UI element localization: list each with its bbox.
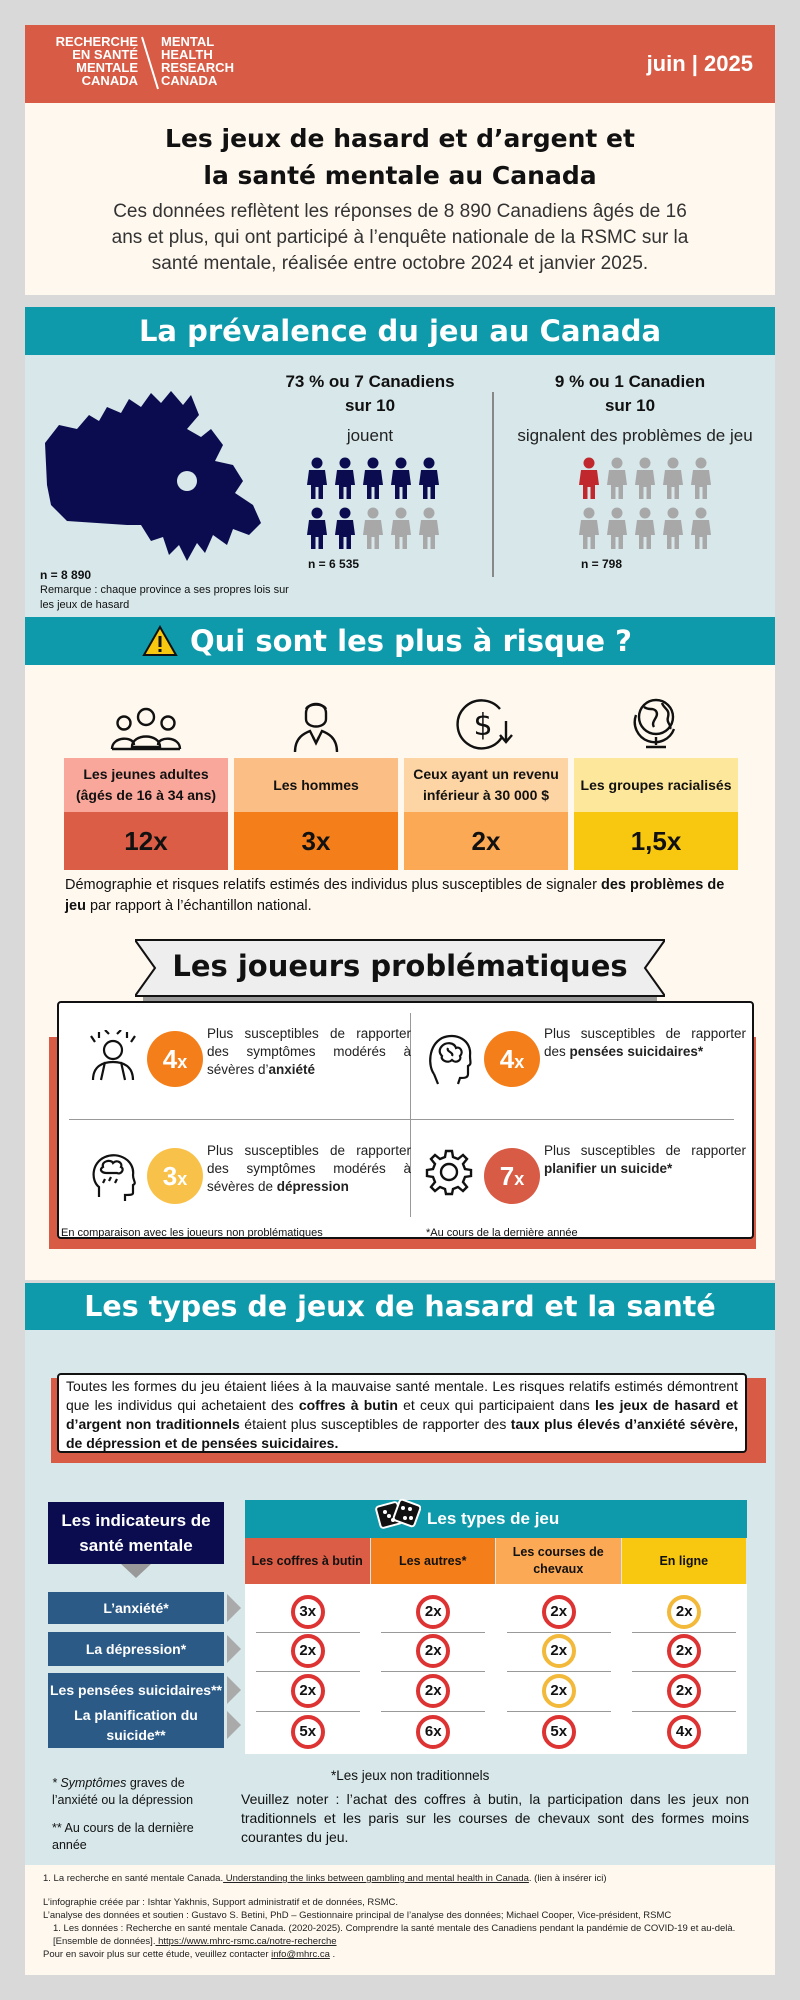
summary-fragment: Toutes les formes du jeu étaient liées à la mauvaise santé mentale. Les risques relatifs estimés démontrent que les individus qui achetaient des (66, 1378, 738, 1413)
risk-group-value: 1,5x (574, 812, 738, 870)
indicator-arrow-icon (227, 1635, 241, 1663)
group-icon (104, 693, 188, 753)
person-icon (333, 457, 357, 504)
game-types-title: Les types de jeu (427, 1509, 560, 1528)
risk-group-value: 3x (234, 812, 398, 870)
risk-multiplier-cell: 3x (291, 1595, 325, 1629)
logo-line: CANADA (161, 73, 218, 88)
person-icon (389, 457, 413, 504)
logo-line: MENTALE (76, 60, 138, 75)
summary-fragment: taux plus élevés d’anxiété sévère, de dépression et de pensées suicidaires. (66, 1416, 739, 1451)
multiplier-number: 7 (499, 1161, 515, 1191)
footer-credits-1: L’infographie créée par : Ishtar Yakhnis, Support administratif et de données, RSMC. (43, 1897, 399, 1908)
risk-multiplier-cell: 2x (291, 1634, 325, 1668)
multiplier-x: x (514, 1052, 525, 1072)
summary-fragment: coffres à butin (298, 1397, 398, 1413)
brain-icon (424, 1030, 480, 1086)
legend-last-year: ** Au cours de la dernière année (52, 1821, 194, 1852)
person-icon (605, 507, 629, 554)
footer (25, 1865, 775, 1975)
indicator-label: La dépression* (48, 1632, 224, 1666)
logo (43, 35, 253, 95)
canada-map-icon (37, 385, 267, 585)
matrix-row-divider (632, 1711, 736, 1712)
risk-group-label: Les hommes (234, 758, 398, 812)
stat-problem-sub: signalent des problèmes de jeu (517, 426, 753, 445)
stat-gamblers-sub: jouent (346, 426, 394, 445)
multiplier-badge (147, 1031, 203, 1087)
problem-foot-left: En comparaison avec les joueurs non problématiques (61, 1227, 323, 1239)
header-banner (25, 25, 775, 103)
title-line-2: la santé mentale au Canada (203, 161, 597, 190)
person-icon (417, 457, 441, 504)
footer-research-link[interactable]: https://www.mhrc-rsmc.ca/notre-recherche (155, 1936, 337, 1947)
risk-multiplier-cell: 2x (667, 1634, 701, 1668)
risk-multiplier-cell: 5x (542, 1715, 576, 1749)
gear-icon (424, 1147, 480, 1203)
person-icon (661, 457, 685, 504)
footer-email-link[interactable]: info@mhrc.ca (271, 1949, 330, 1960)
risk-multiplier-cell: 2x (416, 1595, 450, 1629)
stat-gamblers-n: n = 6 535 (308, 557, 360, 571)
title-line-1: Les jeux de hasard et d’argent et (165, 124, 635, 153)
risk-group-label: Les groupes racialisés (574, 758, 738, 812)
map-sample-size: n = 8 890 (40, 568, 92, 582)
person-icon (577, 457, 601, 504)
svg-text:$: $ (473, 708, 493, 743)
problem-card-hdivider (69, 1119, 734, 1120)
person-icon (361, 507, 385, 554)
risk-title: Qui sont les plus à risque ? (190, 624, 632, 658)
risk-group-value: 12x (64, 812, 228, 870)
multiplier-number: 3 (162, 1161, 178, 1191)
problem-description: Plus susceptibles de rapporter des pensées suicidaires* (544, 1026, 746, 1059)
indicator-label: L’anxiété* (48, 1592, 224, 1624)
risk-multiplier-cell: 6x (416, 1715, 450, 1749)
multiplier-x: x (177, 1169, 188, 1189)
risk-multiplier-cell: 2x (667, 1674, 701, 1708)
person-icon (689, 457, 713, 504)
person-icon (633, 457, 657, 504)
legend-nontraditional: *Les jeux non traditionnels (331, 1768, 490, 1783)
dice-icon (375, 1494, 421, 1534)
risk-multiplier-cell: 2x (542, 1634, 576, 1668)
globe-icon (614, 693, 698, 753)
logo-line: EN SANTÉ (72, 47, 138, 62)
prevalence-section (25, 355, 775, 617)
summary-fragment: étaient plus susceptibles de rapporter des (239, 1416, 511, 1432)
person-icon (689, 507, 713, 554)
risk-multiplier-cell: 2x (416, 1634, 450, 1668)
problem-card (57, 1001, 754, 1239)
game-type-column-header: Les autres* (371, 1538, 496, 1584)
stat-divider (492, 392, 494, 577)
person-icon (305, 507, 329, 554)
game-type-column-header: Les coffres à butin (245, 1538, 370, 1584)
matrix-row-divider (632, 1632, 736, 1633)
matrix-row-divider (381, 1632, 485, 1633)
summary-fragment: les jeux de hasard et d’argent non traditionnels (66, 1397, 738, 1432)
indicator-arrow-icon (227, 1676, 241, 1704)
matrix-row-divider (256, 1632, 360, 1633)
intro-section (25, 103, 775, 295)
multiplier-number: 4 (499, 1044, 515, 1074)
risk-section (25, 665, 775, 1280)
game-type-column-header: Les courses de chevaux (496, 1538, 621, 1584)
risk-title-bar (25, 617, 775, 665)
matrix-row-divider (381, 1671, 485, 1672)
multiplier-badge (147, 1148, 203, 1204)
people-icons-gamblers (305, 457, 445, 549)
map-note: Remarque : chaque province a ses propres lois sur les jeux de hasard (40, 584, 289, 611)
indicator-label: La planification du suicide** (48, 1702, 224, 1748)
problem-banner: Les joueurs problématiques (172, 949, 628, 983)
people-icons-problem (577, 457, 717, 549)
risk-group-label: Ceux ayant un revenu inférieur à 30 000 $ (404, 758, 568, 812)
game-type-column-header: En ligne (622, 1538, 747, 1584)
multiplier-x: x (514, 1169, 525, 1189)
risk-multiplier-cell: 2x (542, 1595, 576, 1629)
risk-multiplier-cell: 2x (667, 1595, 701, 1629)
stat-problem-n: n = 798 (581, 557, 623, 571)
risk-note: Démographie et risques relatifs estimés des individus plus susceptibles de signaler des problèmes de jeu par rapport à l’échantillon national. (65, 877, 725, 914)
logo-line: CANADA (81, 73, 138, 88)
risk-multiplier-cell: 4x (667, 1715, 701, 1749)
person-icon (361, 457, 385, 504)
matrix-row-divider (256, 1711, 360, 1712)
warning-icon (142, 625, 178, 657)
footer-credits-2: L’analyse des données et soutien : Gustavo S. Betini, PhD – Gestionnaire principal de l’analyse des données; Michael Cooper, Vice-président, RSMC (43, 1910, 672, 1921)
logo-line: HEALTH (161, 47, 213, 62)
problem-description: Plus susceptibles de rapporter planifier un suicide* (544, 1143, 746, 1176)
indicator-arrow-icon (227, 1711, 241, 1739)
types-note: Veuillez noter : l’achat des coffres à butin, la participation dans les jeux non traditionnels et les paris sur les courses de chevaux sont des formes moins courantes du jeu. (241, 1791, 749, 1845)
multiplier-badge (484, 1031, 540, 1087)
matrix-row-divider (507, 1711, 611, 1712)
risk-multiplier-cell: 2x (542, 1674, 576, 1708)
matrix-row-divider (507, 1632, 611, 1633)
types-summary (57, 1373, 747, 1453)
person-icon (577, 507, 601, 554)
logo-line: RESEARCH (161, 60, 234, 75)
multiplier-x: x (177, 1052, 188, 1072)
logo-line: MENTAL (161, 34, 215, 49)
types-title: Les types de jeux de hasard et la santé (25, 1283, 775, 1331)
multiplier-badge (484, 1148, 540, 1204)
person-icon (305, 457, 329, 504)
person-icon (661, 507, 685, 554)
footer-ref-1: 1. La recherche en santé mentale Canada. Understanding the links between gambling and mental health in Canada. (lien à insérer ici) (43, 1873, 607, 1884)
intro-description: Ces données reflètent les réponses de 8 890 Canadiens âgés de 16 ans et plus, qui ont participé à l’enquête nationale de la RSMC sur la santé mentale, réalisée entre octobre 2024 et janvier 2025. (111, 201, 689, 274)
indicator-arrow-icon (227, 1594, 241, 1622)
legend-symptoms: * Symptômes graves de l’anxiété ou la dépression (52, 1776, 194, 1807)
footer-contact: Pour en savoir plus sur cette étude, veuillez contacter info@mhrc.ca . (43, 1949, 336, 1960)
footer-report-link[interactable]: Understanding the links between gambling and mental health in Canada (223, 1873, 529, 1884)
person-icon (605, 457, 629, 504)
matrix-row-divider (381, 1711, 485, 1712)
person-icon (333, 507, 357, 554)
indicators-title: Les indicateurs de santé mentale (48, 1502, 224, 1564)
logo-text-fr (43, 35, 138, 87)
person-icon (389, 507, 413, 554)
risk-multiplier-cell: 2x (291, 1674, 325, 1708)
stat-problem-head: 9 % ou 1 Canadien sur 10 (554, 372, 706, 415)
person-icon (633, 507, 657, 554)
problem-foot-right: *Au cours de la dernière année (426, 1227, 578, 1239)
person-icon (417, 507, 441, 554)
matrix-row-divider (256, 1671, 360, 1672)
indicator-label: Les pensées suicidaires** (48, 1673, 224, 1707)
man-icon (274, 693, 358, 753)
matrix-row-divider (632, 1671, 736, 1672)
footer-data-ref: 1. Les données : Recherche en santé mentale Canada. (2020-2025). Comprendre la santé mentale des Canadiens pendant la pandémie de COVID-19 et au-delà. [Ensemble de données]. https://www.mhrc-rsmc.ca/notre-recherche (53, 1923, 736, 1947)
risk-multiplier-cell: 5x (291, 1715, 325, 1749)
problem-description: Plus susceptibles de rapporter des symptômes modérés à sévères d’anxiété (207, 1026, 411, 1077)
types-section (25, 1330, 775, 1870)
logo-line: RECHERCHE (55, 34, 138, 49)
prevalence-title: La prévalence du jeu au Canada (25, 307, 775, 355)
problem-description: Plus susceptibles de rapporter des symptômes modérés à sévères de dépression (207, 1143, 411, 1194)
risk-group-value: 2x (404, 812, 568, 870)
depression-icon (87, 1147, 143, 1203)
publication-date: juin | 2025 (646, 51, 753, 76)
risk-group-label: Les jeunes adultes (âgés de 16 à 34 ans) (64, 758, 228, 812)
anxiety-icon (87, 1030, 143, 1086)
page-title (25, 120, 775, 194)
risk-multiplier-cell: 2x (416, 1674, 450, 1708)
dollar-down-icon (444, 693, 528, 753)
matrix-row-divider (507, 1671, 611, 1672)
stat-gamblers-head: 73 % ou 7 Canadiens sur 10 (285, 372, 455, 415)
indicators-down-arrow-icon (121, 1564, 151, 1578)
summary-fragment: et ceux qui participaient dans (397, 1397, 595, 1413)
multiplier-number: 4 (162, 1044, 178, 1074)
game-types-header (245, 1500, 747, 1538)
logo-text-en (161, 35, 256, 87)
logo-slash-icon (139, 35, 161, 91)
